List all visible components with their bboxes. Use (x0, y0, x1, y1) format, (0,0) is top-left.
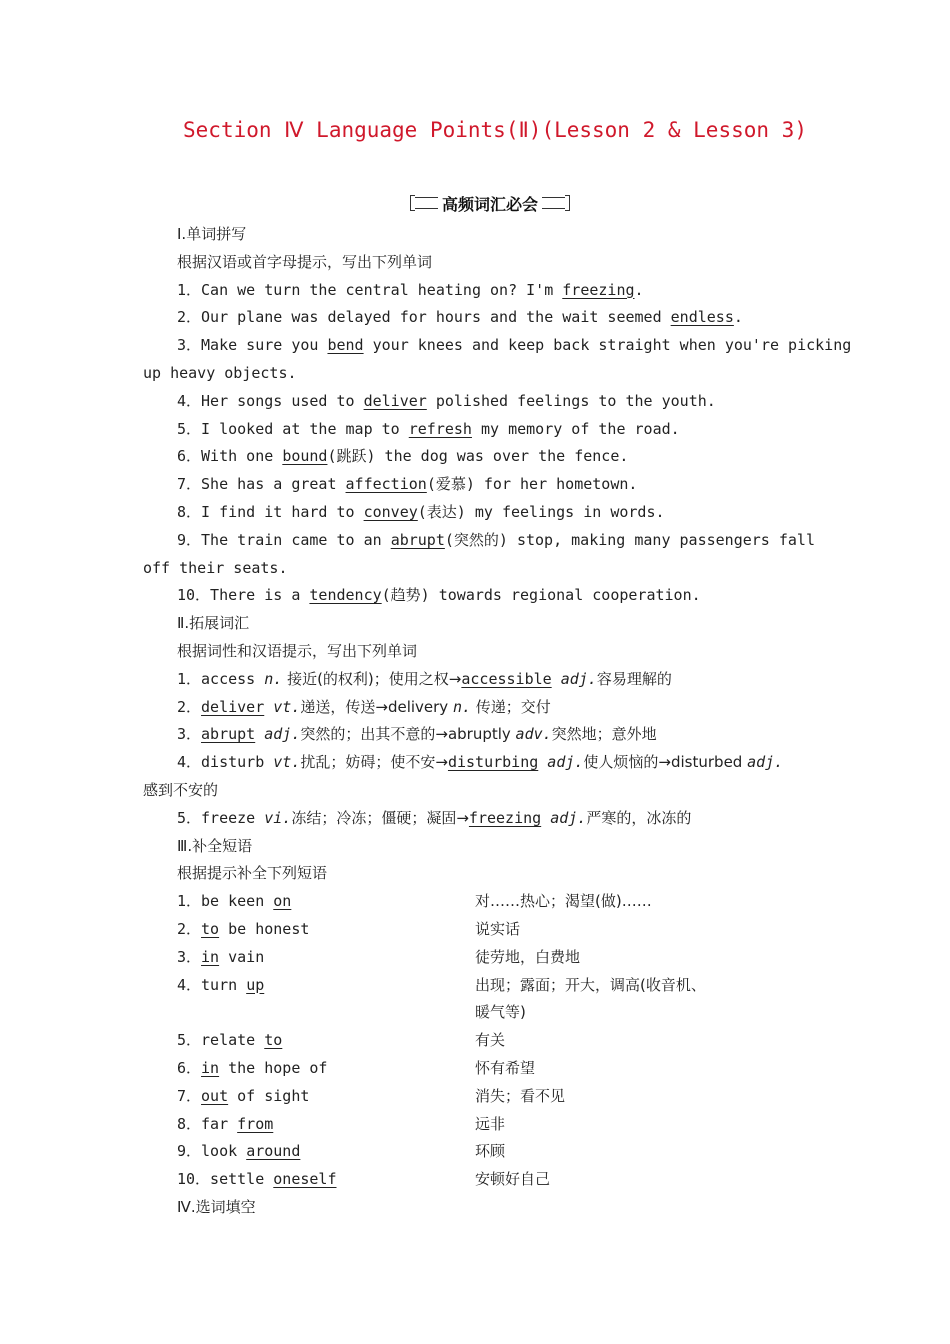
item-text (264, 698, 273, 716)
list-item (177, 501, 665, 523)
phrase-text: 4．turn (177, 975, 247, 994)
answer-blank: bound (282, 447, 328, 466)
answer-blank: out (201, 1086, 229, 1105)
item-text: 10．There is a (177, 586, 310, 605)
item-text: 递送，传送→delivery (300, 697, 453, 716)
item-text: off their seats. (143, 558, 288, 577)
item-text (255, 725, 264, 743)
phrase-row (177, 1140, 300, 1162)
item-text: 使人烦恼的→disturbed (583, 753, 748, 772)
phrase-meaning-continuation: 暖气等) (475, 1003, 526, 1022)
item-text: 感到不安的 (143, 781, 219, 799)
phrase-row (177, 1057, 327, 1079)
answer-blank: affection (345, 475, 427, 494)
list-item (177, 751, 783, 773)
instruction (177, 251, 432, 273)
phrase-text: 10．settle (177, 1170, 274, 1189)
phrase-text: of sight (228, 1086, 310, 1105)
phrase-text: 5．relate (177, 1031, 265, 1050)
answer-blank: disturbing (447, 753, 539, 772)
item-text: (突然的) stop, making many passengers fall (444, 530, 815, 549)
list-item (177, 306, 743, 328)
item-text: . (733, 308, 743, 327)
list-item (177, 334, 851, 356)
list-item (177, 723, 657, 745)
item-text: 冻结；冷冻；僵硬；凝固→ (291, 808, 469, 827)
phrase-text: 2． (177, 920, 202, 938)
section-banner (410, 190, 570, 216)
part-of-speech: vt. (273, 753, 301, 772)
item-text: (跳跃) the dog was over the fence. (327, 447, 629, 466)
item-text (538, 753, 547, 771)
phrase-text: 6． (177, 1059, 202, 1077)
item-text: my memory of the road. (471, 419, 680, 438)
section-heading (177, 223, 246, 245)
item-text: 4．disturb (177, 753, 274, 772)
answer-blank: abrupt (201, 725, 256, 744)
list-item-continuation (143, 779, 218, 801)
answer-blank: deliver (201, 697, 265, 716)
part-of-speech: n. (264, 669, 283, 688)
item-text: 1．access (177, 669, 265, 688)
list-item (177, 279, 644, 301)
item-text: 7．She has a great (177, 475, 346, 494)
answer-blank: accessible (461, 669, 552, 688)
part-of-speech: vi. (264, 808, 292, 827)
phrase-text: 8．far (177, 1114, 238, 1133)
answer-blank: in (201, 1059, 220, 1077)
phrase-meaning: 消失；看不见 (475, 1086, 566, 1105)
phrase-meaning: 出现；露面；开大，调高(收音机、 (475, 975, 706, 994)
item-text: polished feelings to the youth. (426, 391, 716, 410)
item-text: 容易理解的 (596, 669, 672, 688)
item-text: 4．Her songs used to (177, 391, 364, 410)
section-3-instruction: 根据提示补全下列短语 (177, 864, 328, 883)
phrase-row (177, 946, 264, 968)
answer-blank: on (273, 892, 292, 911)
list-item (177, 668, 672, 690)
part-of-speech: adj. (550, 808, 587, 827)
part-of-speech: adj. (747, 753, 784, 772)
item-text: 传递；交付 (471, 697, 551, 716)
phrase-text: 7． (177, 1086, 202, 1105)
item-text: 5．I looked at the map to (177, 419, 409, 438)
item-text: 扰乱；妨碍；使不安→ (300, 753, 448, 772)
phrase-meaning: 对……热心；渴望(做)…… (475, 892, 652, 911)
phrase-row (177, 890, 291, 912)
phrase-meaning: 远非 (475, 1114, 506, 1133)
phrase-meaning: 安顿好自己 (475, 1170, 551, 1189)
section-heading (177, 612, 249, 634)
phrase-row (177, 1113, 273, 1135)
part-of-speech: adv. (515, 725, 552, 744)
item-text: 1．Can we turn the central heating on? I'm (177, 280, 563, 299)
item-text: 3． (177, 725, 202, 744)
phrase-row (177, 974, 264, 996)
list-item (177, 473, 637, 495)
phrase-meaning: 徒劳地，白费地 (475, 947, 581, 966)
item-text: up heavy objects. (143, 364, 297, 382)
phrase-text: vain (219, 947, 265, 966)
answer-blank: to (201, 920, 220, 938)
item-text: 接近(的权利)；使用之权→ (282, 669, 462, 688)
list-item (177, 807, 691, 829)
instruction (177, 862, 327, 884)
section-heading (177, 1196, 256, 1218)
phrase-row (177, 1029, 282, 1051)
answer-blank: bend (327, 336, 364, 355)
phrase-text: 1．be keen (177, 892, 274, 911)
phrase-meaning: 说实话 (475, 920, 521, 938)
answer-blank: around (246, 1142, 301, 1161)
phrase-text: be honest (219, 920, 310, 938)
answer-blank: oneself (273, 1170, 337, 1189)
list-item (177, 418, 680, 440)
list-item (177, 696, 551, 718)
part-of-speech: n. (452, 697, 472, 716)
answer-blank: freezing (562, 280, 635, 299)
answer-blank: tendency (309, 586, 382, 605)
part-of-speech: adj. (264, 725, 301, 744)
answer-blank: endless (670, 308, 734, 327)
list-item (177, 529, 815, 551)
item-text: 2． (177, 697, 202, 716)
instruction (177, 640, 417, 662)
phrase-text: the hope of (219, 1059, 328, 1077)
item-text: 6．With one (177, 447, 283, 466)
page-title: Section Ⅳ Language Points(Ⅱ)(Lesson 2 & Lesson 3) (183, 118, 807, 142)
answer-blank: deliver (363, 391, 427, 410)
part-of-speech: adj. (547, 753, 584, 772)
list-item-continuation (143, 557, 288, 579)
item-text: 严寒的，冰冻的 (586, 808, 692, 827)
item-text: 突然地；意外地 (551, 725, 657, 744)
answer-blank: freezing (468, 808, 542, 827)
phrase-meaning: 环顾 (475, 1142, 506, 1161)
section-3-heading: Ⅲ.补全短语 (177, 836, 253, 855)
banner-label: 高频词汇必会 (438, 192, 542, 215)
item-text: your knees and keep back straight when you're picking (363, 336, 852, 355)
item-text: (爱慕) for her hometown. (426, 475, 638, 494)
item-text: 2．Our plane was delayed for hours and the wait seemed (177, 308, 671, 327)
answer-blank: from (237, 1114, 274, 1133)
item-text: (表达) my feelings in words. (417, 503, 665, 521)
answer-blank: convey (363, 503, 418, 521)
item-text (541, 809, 550, 827)
item-text: 8．I find it hard to (177, 503, 364, 521)
answer-blank: in (201, 947, 220, 966)
list-item (177, 584, 701, 606)
answer-blank: refresh (408, 419, 472, 438)
phrase-row (177, 1168, 337, 1190)
section-4-heading: Ⅳ.选词填空 (177, 1198, 256, 1216)
list-item (177, 445, 628, 467)
section-2-heading: Ⅱ.拓展词汇 (177, 614, 250, 633)
item-text: . (634, 280, 644, 299)
section-2-instruction: 根据词性和汉语提示，写出下列单词 (177, 642, 418, 660)
section-1-instruction: 根据汉语或首字母提示，写出下列单词 (177, 252, 433, 271)
phrase-text: 3． (177, 947, 202, 966)
item-text (552, 670, 561, 688)
phrase-meaning: 有关 (475, 1031, 506, 1050)
section-heading (177, 835, 252, 857)
answer-blank: up (246, 975, 265, 994)
answer-blank: to (264, 1031, 283, 1050)
phrase-row (177, 918, 309, 940)
item-text: 3．Make sure you (177, 336, 328, 355)
answer-blank: abrupt (390, 530, 445, 549)
item-text: 9．The train came to an (177, 530, 391, 549)
part-of-speech: adj. (560, 669, 597, 688)
phrase-meaning: 怀有希望 (475, 1059, 536, 1077)
section-1-heading: Ⅰ.单词拼写 (177, 225, 247, 243)
phrase-row (177, 1085, 309, 1107)
list-item-continuation (143, 362, 297, 384)
item-text: 突然的；出其不意的→abruptly (300, 725, 516, 744)
list-item (177, 390, 716, 412)
item-text: (趋势) towards regional cooperation. (381, 586, 701, 605)
part-of-speech: vt. (273, 697, 301, 716)
item-text: 5．freeze (177, 808, 265, 827)
phrase-text: 9．look (177, 1142, 247, 1161)
